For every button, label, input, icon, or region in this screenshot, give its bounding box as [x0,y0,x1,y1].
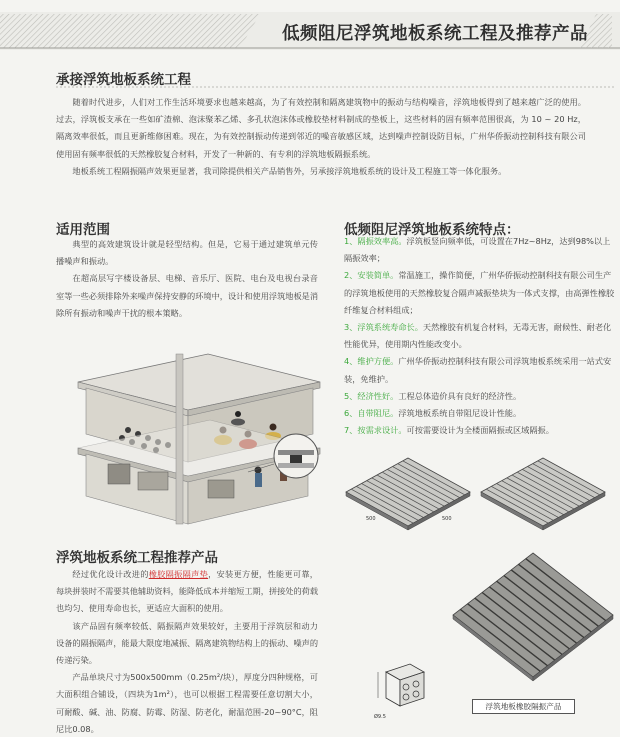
building-illustration [58,352,328,532]
dimension-label: 500 [366,516,376,522]
features-list [344,233,616,439]
page-title: 低频阻尼浮筑地板系统工程及推荐产品 [282,24,588,44]
product-paragraph-1: 经过优化设计改进的橡胶隔振隔声垫，安装更方便，性能更可靠，每块拼装时不需要其他辅助资料，能降低成本并缩短工期，拼接处的荷载也均匀、使用寿命也长，更适应大面积的使用。 [56,569,319,614]
figure-caption: 浮筑地板橡胶隔振产品 [472,699,575,714]
block-detail-drawing [378,664,424,706]
product-paragraph-3: 产品单块尺寸为500x500mm（0.25m²/块），厚度分四种规格，可大面积组合铺设，（四块为1m²），也可以根据工程需要任意切割大小，可耐酸、碱、油、防腐、防霉、防湿、防老化，耐温范围-20~90°C，阻尼比0.08。 [56,672,318,734]
feature-item: 1、隔振效率高。浮筑板竖向频率低，可设置在7Hz~8Hz，达到98%以上隔振效率； [344,236,611,264]
scope-paragraph-1: 典型的高效建筑设计就是轻型结构。但是，它易于通过建筑单元传播噪声和振动。 [56,239,318,267]
intro-paragraph-1: 随着时代进步，人们对工作生活环境要求也越来越高，为了有效控制和隔离建筑物中的振动与结构噪音，浮筑地板得到了越来越广泛的使用。过去，浮筑板支承在一些如矿渣棉、泡沫聚苯乙烯、多孔状泡沫体或橡胶垫材料制成的垫板上，这些材料的固有频率范围很高，为 10 ~ 20 Hz，隔离效率很低，而且更新维修困难。现在，为有效控制振动传递到邻近的噪音敏感区域，达到噪声控制设防目标，广州华侨振动控制科技有限公司使用固有频率很低的天然橡胶复合材料，开发了一种新的、有专利的浮筑地板隔振系统。 [56,97,586,159]
section-title-features: 低频阻尼浮筑地板系统特点： [344,222,520,238]
section-title-intro: 承接浮筑地板系统工程 [56,72,191,88]
feature-item: 3、浮筑系统寿命长。天然橡胶有机复合材料，无毒无害，耐候性、耐老化性能优异，使用期内性能改变小。 [344,322,612,350]
feature-item: 2、安装简单。常温施工，操作简便，广州华侨振动控制科技有限公司生产的浮筑地板使用的天然橡胶复合隔声减振垫块为一体式支撑，由高弹性橡胶纤维复合材料组成； [344,270,615,315]
intro-text [56,94,586,180]
product-highlight: 橡胶隔振隔声垫 [148,569,209,579]
product-text [56,566,318,737]
section-title-product: 浮筑地板系统工程推荐产品 [56,550,218,566]
scope-text [56,236,318,322]
mat-drawing-3 [453,553,613,681]
feature-item: 5、经济性好。工程总体造价具有良好的经济性。 [344,390,522,401]
intro-paragraph-2: 地板系统工程隔振隔声效果更显著，我司除提供相关产品销售外，另承接浮筑地板系统的设计及工程施工等一体化服务。 [72,165,507,176]
feature-item: 6、自带阻尼。浮筑地板系统自带阻尼设计性能。 [344,408,522,419]
section-underline-intro [56,86,616,89]
mat-drawing-2 [481,458,605,530]
section-title-scope: 适用范围 [56,222,110,238]
dimension-label: 500 [442,516,452,522]
dimension-label: Ø9.5 [374,714,386,720]
product-drawings [338,440,620,732]
feature-item: 4、维护方便。广州华侨振动控制科技有限公司浮筑地板系统采用一站式安装，免维护。 [344,356,612,384]
scope-paragraph-2: 在超高层写字楼设备层、电梯、音乐厅、医院、电台及电视台录音室等一些必须排除外来噪声保持安静的环境中，设计和使用浮筑地板是消除所有振动和噪声干扰的根本策略。 [56,273,319,318]
feature-item: 7、按需求设计。可按需要设计为全楼面隔振或区域隔振。 [344,425,554,436]
product-paragraph-2: 该产品固有频率较低、隔振隔声效果较好，主要用于浮筑层和动力设备的隔振隔声，能最大限度地减振、隔离建筑物结构上的振动、噪声的传递污染。 [56,620,319,666]
